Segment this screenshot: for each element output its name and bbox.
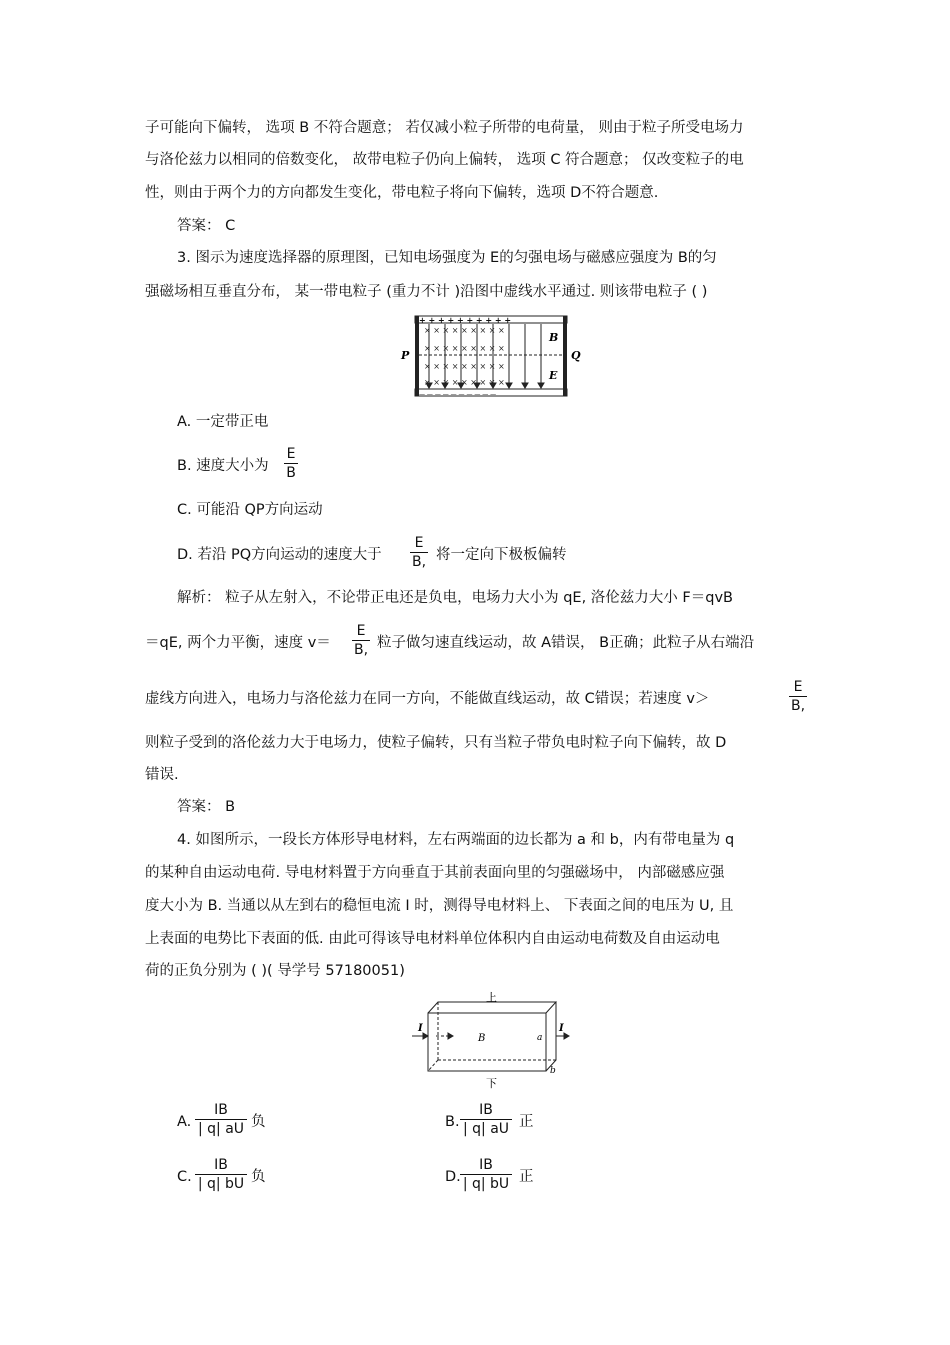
current-label-left: I bbox=[418, 1023, 423, 1034]
fraction-numerator: E bbox=[286, 446, 296, 462]
label-e: E bbox=[549, 369, 558, 382]
fraction-numerator: IB bbox=[214, 1157, 228, 1173]
fraction-numerator: E bbox=[793, 679, 803, 695]
label-p: P bbox=[401, 349, 410, 362]
q3-analysis-line-2-tail: 粒子做匀速直线运动，故 A错误， B正确；此粒子从右端沿 bbox=[377, 635, 755, 651]
fraction-denominator: | q| bU bbox=[462, 1176, 510, 1192]
svg-text:× × × × × × × × ×: × × × × × × × × × bbox=[424, 344, 505, 353]
field-label: B bbox=[478, 1033, 486, 1044]
option-sign: 负 bbox=[251, 1169, 266, 1185]
fraction-denominator: | q| aU bbox=[462, 1121, 510, 1137]
svg-text:× × × × × × × × ×: × × × × × × × × × bbox=[424, 362, 505, 371]
q3-analysis-fraction-v-gt bbox=[789, 679, 807, 714]
q3-option-b: B. 速度大小为 bbox=[177, 458, 269, 474]
q4-stem-line-2: 的某种自由运动电荷. 导电材料置于方向垂直于其前表面向里的匀强磁场中， 内部磁感应强 bbox=[145, 865, 725, 881]
q3-option-a: A. 一定带正电 bbox=[177, 414, 269, 430]
q3-option-d-fraction bbox=[410, 535, 428, 570]
prev-answer: 答案： C bbox=[177, 218, 236, 234]
fraction-denominator: B, bbox=[353, 642, 369, 658]
fraction-numerator: E bbox=[414, 535, 424, 551]
q3-stem-line-2: 强磁场相互垂直分布， 某一带电粒子 (重力不计 )沿图中虚线水平通过. 则该带电粒子 ( ) bbox=[145, 284, 708, 300]
q3-option-c: C. 可能沿 QP方向运动 bbox=[177, 502, 323, 518]
q4-stem-line-5: 荷的正负分别为 ( )( 导学号 57180051) bbox=[145, 963, 405, 979]
fraction-denominator: | q| bU bbox=[197, 1176, 245, 1192]
edge-label-a: a bbox=[537, 1033, 543, 1043]
q3-option-d: D. 若沿 PQ方向运动的速度大于 bbox=[177, 547, 382, 563]
bottom-label: 下 bbox=[486, 1077, 497, 1089]
option-label: C. bbox=[177, 1169, 192, 1185]
svg-text:× × × × × × × × ×: × × × × × × × × × bbox=[424, 326, 505, 335]
svg-text:× × × × × × × × ×: × × × × × × × × × bbox=[424, 378, 505, 387]
edge-label-b: b bbox=[550, 1066, 556, 1076]
option-fraction bbox=[195, 1157, 247, 1192]
fraction-denominator: B, bbox=[411, 554, 427, 570]
option-fraction bbox=[195, 1102, 247, 1137]
conductor-block-figure bbox=[410, 991, 570, 1089]
fraction-denominator: B bbox=[286, 465, 296, 481]
option-label: B. bbox=[445, 1114, 460, 1130]
q4-stem-line-3: 度大小为 B. 当通以从左到右的稳恒电流 I 时，测得导电材料上、 下表面之间的电压为 U, 且 bbox=[145, 898, 734, 914]
fraction-numerator: IB bbox=[479, 1157, 493, 1173]
prev-solution-line-3: 性，则由于两个力的方向都发生变化，带电粒子将向下偏转，选项 D不符合题意. bbox=[145, 185, 659, 201]
q3-analysis-line-2: ＝qE, 两个力平衡，速度 v＝ bbox=[145, 635, 331, 651]
q3-analysis-line-1: 解析： 粒子从左射入，不论带正电还是负电，电场力大小为 qE, 洛伦兹力大小 F＝qvB bbox=[177, 590, 733, 606]
velocity-selector-figure bbox=[398, 313, 583, 400]
label-b: B bbox=[549, 331, 559, 344]
q3-analysis-line-5: 错误. bbox=[145, 767, 179, 783]
fraction-denominator: B, bbox=[790, 698, 806, 714]
fraction-numerator: IB bbox=[214, 1102, 228, 1118]
q3-option-b-fraction bbox=[284, 446, 298, 481]
option-fraction bbox=[460, 1102, 512, 1137]
plus-signs: + + + + + + + + + + bbox=[419, 315, 512, 325]
option-sign: 正 bbox=[519, 1169, 534, 1185]
minus-signs: — — — — — — — — — — bbox=[419, 391, 497, 398]
q3-answer: 答案： B bbox=[177, 799, 236, 815]
top-label: 上 bbox=[486, 991, 497, 1004]
option-sign: 负 bbox=[251, 1114, 266, 1130]
fraction-numerator: IB bbox=[479, 1102, 493, 1118]
option-sign: 正 bbox=[519, 1114, 534, 1130]
q3-analysis-fraction-v bbox=[352, 623, 370, 658]
label-q: Q bbox=[571, 349, 581, 362]
option-label: D. bbox=[445, 1169, 461, 1185]
option-fraction bbox=[460, 1157, 512, 1192]
fraction-denominator: | q| aU bbox=[197, 1121, 245, 1137]
prev-solution-line-1: 子可能向下偏转， 选项 B 不符合题意； 若仅减小粒子所带的电荷量， 则由于粒子所受电场力 bbox=[145, 120, 744, 136]
fraction-numerator: E bbox=[356, 623, 366, 639]
q4-stem-line-1: 4. 如图所示，一段长方体形导电材料，左右两端面的边长都为 a 和 b，内有带电量为 q bbox=[177, 832, 735, 848]
q3-stem-line-1: 3. 图示为速度选择器的原理图，已知电场强度为 E的匀强电场与磁感应强度为 B的匀 bbox=[177, 250, 717, 266]
prev-solution-line-2: 与洛伦兹力以相同的倍数变化， 故带电粒子仍向上偏转， 选项 C 符合题意； 仅改变粒子的电 bbox=[145, 152, 744, 168]
q3-option-d-tail: 将一定向下极板偏转 bbox=[436, 547, 567, 563]
q3-analysis-line-3: 虚线方向进入，电场力与洛伦兹力在同一方向，不能做直线运动，故 C错误；若速度 v＞ bbox=[145, 691, 710, 707]
q4-stem-line-4: 上表面的电势比下表面的低. 由此可得该导电材料单位体积内自由运动电荷数及自由运动电 bbox=[145, 931, 720, 947]
option-label: A. bbox=[177, 1114, 192, 1130]
current-label-right: I bbox=[559, 1023, 564, 1034]
q3-analysis-line-4: 则粒子受到的洛伦兹力大于电场力，使粒子偏转，只有当粒子带负电时粒子向下偏转，故 D bbox=[145, 735, 727, 751]
